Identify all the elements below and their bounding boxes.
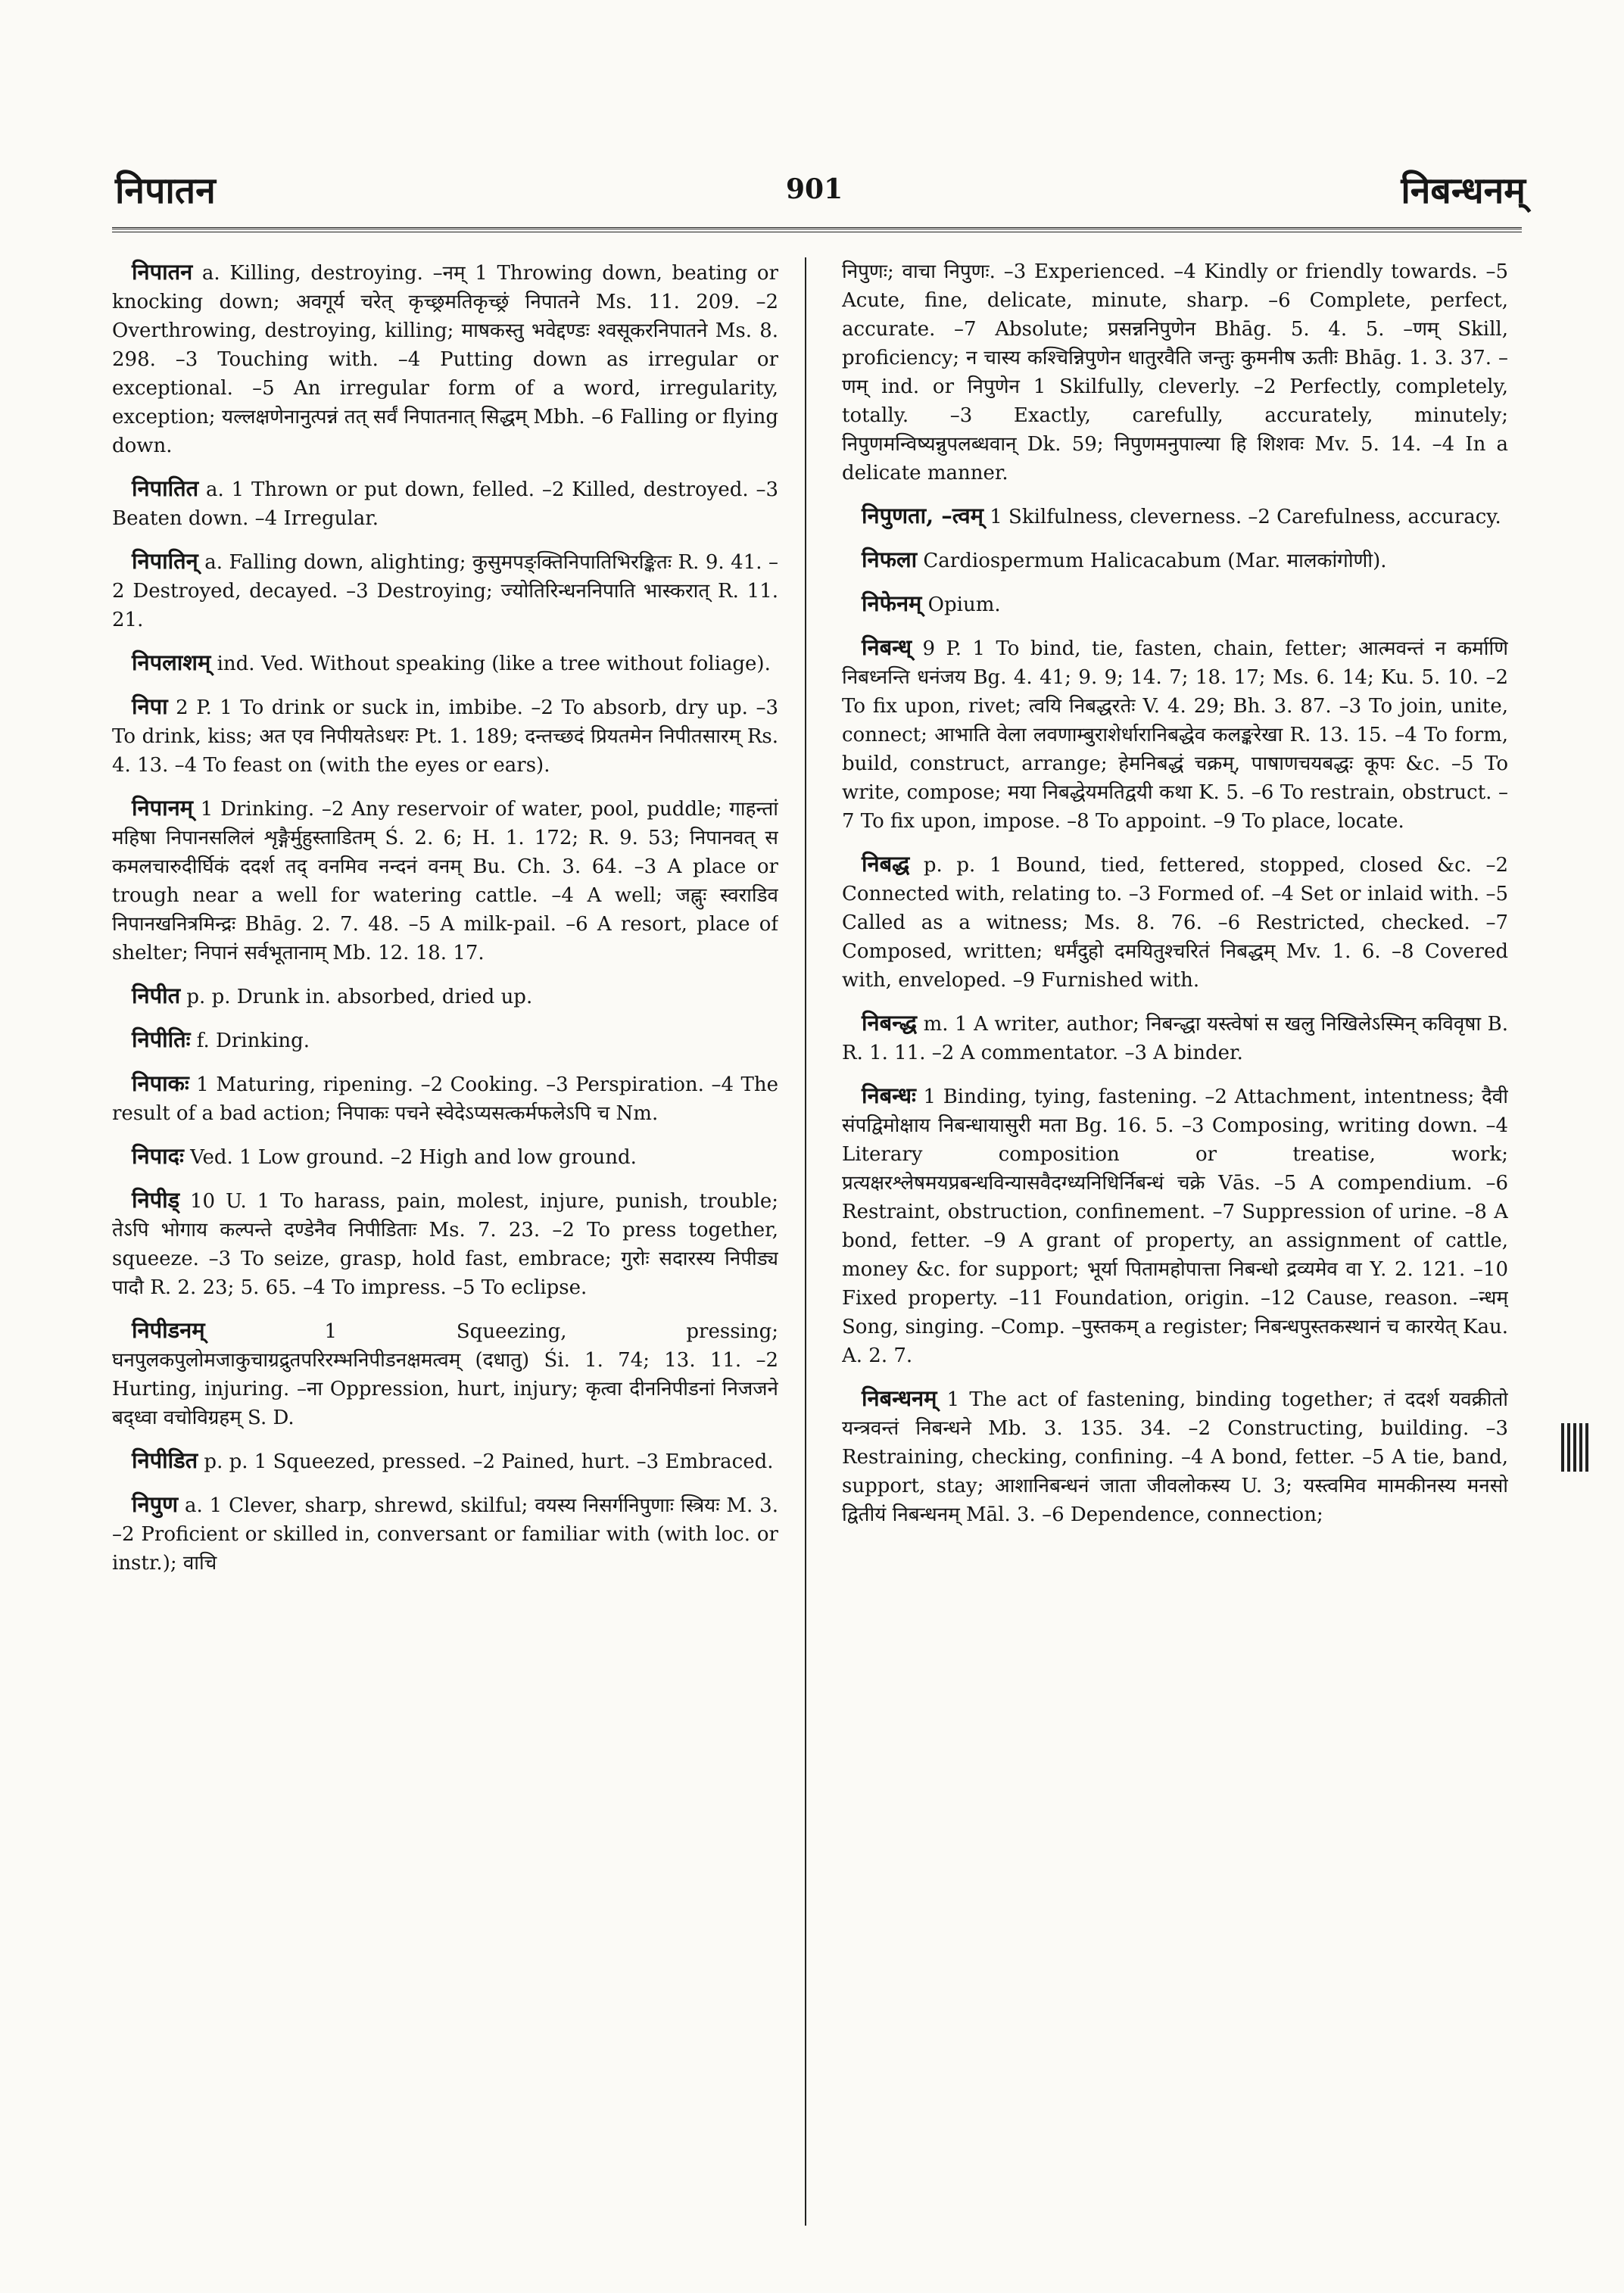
dictionary-entry xyxy=(112,692,778,780)
entry-headword: निफेनम् xyxy=(862,590,922,616)
entry-text: p. p. 1 Bound, tied, fettered, stopped, closed &c. –2 Connected with, relating to. –3 Formed of. –4 Set or inlaid with. –5 Called as a witness; Ms. 8. 76. –6 Restricted, checked. –7 Composed, written; धर्मंदुहो दमयितुश्चरितं निबद्धम् Mv. 1. 6. –8 Covered with, enveloped. –9 Furnished with. xyxy=(842,854,1508,992)
entry-headword: निपातन xyxy=(132,259,193,285)
dictionary-entry xyxy=(842,257,1508,488)
entry-headword: निबन्ध् xyxy=(862,634,912,660)
entry-text: f. Drinking. xyxy=(196,1030,310,1052)
column-divider xyxy=(805,257,806,2226)
dictionary-entry xyxy=(842,589,1508,619)
entry-text: 2 P. 1 To drink or suck in, imbibe. –2 To absorb, dry up. –3 To drink, kiss; अत एव निपीयतेऽधरः Pt. 1. 189; दन्तच्छदं प्रियतमेन निपीतसारम् Rs. 4. 13. –4 To feast on (with the eyes or ears). xyxy=(112,696,778,777)
entry-text: p. p. 1 Squeezed, pressed. –2 Pained, hurt. –3 Embraced. xyxy=(204,1450,774,1473)
entry-text: m. 1 A writer, author; निबन्द्धा यस्त्वेषां स खलु निखिलेऽस्मिन् कविवृषा B. R. 1. 11. –2 A commentator. –3 A binder. xyxy=(842,1013,1508,1064)
thumb-index-marker xyxy=(1561,1423,1588,1472)
header-rule xyxy=(112,227,1522,232)
page-number: 901 xyxy=(786,173,843,205)
entry-headword: निपुणता, –त्वम् xyxy=(862,503,983,528)
entry-text: ind. Ved. Without speaking (like a tree without foliage). xyxy=(217,653,771,675)
dictionary-entry xyxy=(112,1069,778,1128)
dictionary-entry xyxy=(842,1081,1508,1370)
entry-text: Opium. xyxy=(927,594,1001,616)
entry-text: a. Falling down, alighting; कुसुमपङ्क्तिनिपातिभिरङ्कितः R. 9. 41. –2 Destroyed, decayed. –3 Destroying; ज्योतिरिन्धननिपाति भास्करात् R. 11. 21. xyxy=(112,551,778,631)
entry-text: 1 Maturing, ripening. –2 Cooking. –3 Perspiration. –4 The result of a bad action; निपाकः पचने स्वेदेऽप्यसत्कर्मफलेऽपि च Nm. xyxy=(112,1073,778,1125)
entry-text: निपुणः; वाचा निपुणः. –3 Experienced. –4 Kindly or friendly towards. –5 Acute, fine, delicate, minute, sharp. –6 Complete, perfect, accurate. –7 Absolute; प्रसन्ननिपुणेन Bhāg. 5. 4. 5. –णम् Skill, proficiency; न चास्य कश्चिन्निपुणेन धातुरवैति जन्तुः कुमनीष ऊतीः Bhāg. 1. 3. 37. –णम् ind. or निपुणेन 1 Skilfully, cleverly. –2 Perfectly, completely, totally. –3 Exactly, carefully, accurately, minutely; निपुणमन्विष्यन्नुपलब्धवान् Dk. 59; निपुणमनुपाल्या हि शिशवः Mv. 5. 14. –4 In a delicate manner. xyxy=(842,260,1508,484)
dictionary-entry xyxy=(842,633,1508,836)
running-head-right: निबन्धनम् xyxy=(1401,170,1526,212)
entry-text: Cardiospermum Halicacabum (Mar. मालकांगोणी). xyxy=(923,550,1387,572)
entry-text: 9 P. 1 To bind, tie, fasten, chain, fetter; आत्मवन्तं न कर्माणि निबध्नन्ति धनंजय Bg. 4. 41; 9. 9; 14. 7; 18. 17; Ms. 6. 14; Ku. 5. 10. –2 To fix upon, rivet; त्वयि निबद्धरतेः V. 4. 29; Bh. 3. 87. –3 To join, unite, connect; आभाति वेला लवणाम्बुराशेर्धारानिबद्धेव कलङ्करेखा R. 13. 15. –4 To form, build, construct, arrange; हेमनिबद्धं चक्रम्, पाषाणचयबद्धः कूपः &c. –5 To write, compose; मया निबद्धेयमतिद्वयी कथा K. 5. –6 To restrain, obstruct. –7 To fix upon, impose. –8 To appoint. –9 To place, locate. xyxy=(842,637,1508,833)
entry-text: 1 Squeezing, pressing; घनपुलकपुलोमजाकुचाग्रद्रुतपरिरम्भनिपीडनक्षमत्वम् (दधातु) Śi. 1. 74; 13. 11. –2 Hurting, injuring. –ना Oppression, hurt, injury; कृत्वा दीननिपीडनां निजजने बद्ध्वा वचोविग्रहम् S. D. xyxy=(112,1320,778,1429)
dictionary-entry xyxy=(112,257,778,460)
dictionary-entry xyxy=(112,547,778,634)
entry-headword: निपीड् xyxy=(132,1187,180,1213)
entry-text: 1 The act of fastening, binding together; तं ददर्श यवक्रीतो यन्त्रवन्तं निबन्धने Mb. 3. 135. 34. –2 Constructing, building. –3 Restraining, checking, confining. –4 A bond, fetter. –5 A tie, band, support, stay; आशानिबन्धनं जाता जीवलोकस्य U. 3; यस्त्वमिव मामकीनस्य मनसो द्वितीयं निबन्धनम् Māl. 3. –6 Dependence, connection; xyxy=(842,1388,1508,1526)
dictionary-entry xyxy=(112,474,778,533)
entry-text: p. p. Drunk in. absorbed, dried up. xyxy=(186,986,533,1008)
right-column xyxy=(842,257,1508,2226)
dictionary-entry xyxy=(112,1490,778,1578)
entry-headword: निपातित xyxy=(132,475,199,501)
dictionary-entry xyxy=(842,501,1508,531)
entry-headword: निफला xyxy=(862,547,918,572)
dictionary-entry xyxy=(112,648,778,678)
dictionary-entry xyxy=(112,1446,778,1476)
dictionary-entry xyxy=(842,1384,1508,1529)
entry-headword: निपीडित xyxy=(132,1447,198,1473)
entry-text: a. Killing, destroying. –नम् 1 Throwing down, beating or knocking down; अवगूर्य चरेत् कृच्छ्रमतिकृच्छ्रं निपातने Ms. 11. 209. –2 Overthrowing, destroying, killing; माषकस्तु भवेद्दण्डः श्वसूकरनिपातने Ms. 8. 298. –3 Touching with. –4 Putting down as irregular or exceptional. –5 An irregular form of a word, irregularity, exception; यल्लक्षणेनानुत्पन्नं तत् सर्वं निपातनात् सिद्धम् Mbh. –6 Falling or flying down. xyxy=(112,262,778,457)
dictionary-entry xyxy=(842,1008,1508,1067)
entry-headword: निपा xyxy=(132,693,168,719)
dictionary-entry xyxy=(112,793,778,967)
entry-headword: निपानम् xyxy=(132,795,194,821)
entry-headword: निपीतिः xyxy=(132,1027,191,1052)
entry-headword: निबद्ध xyxy=(862,851,910,877)
entry-headword: निपादः xyxy=(132,1143,184,1169)
entry-headword: निपलाशम् xyxy=(132,650,211,675)
entry-headword: निबन्द्ध xyxy=(862,1010,918,1036)
dictionary-entry xyxy=(112,1185,778,1302)
entry-headword: निबन्धनम् xyxy=(862,1385,937,1411)
dictionary-entry xyxy=(112,1316,778,1432)
dictionary-entry xyxy=(842,545,1508,575)
entry-text: 1 Drinking. –2 Any reservoir of water, pool, puddle; गाहन्तां महिषा निपानसलिलं शृङ्गैर्मुहुस्ताडितम् Ś. 2. 6; H. 1. 172; R. 9. 53; निपानवत् स कमलचारुदीर्घिकं ददर्श तद् वनमिव नन्दनं वनम् Bu. Ch. 3. 64. –3 A place or trough near a well for watering cattle. –4 A well; जह्नुः स्वराडिव निपानखनित्रमिन्द्रः Bhāg. 2. 7. 48. –5 A milk-pail. –6 A resort, place of shelter; निपानं सर्वभूतानाम् Mb. 12. 18. 17. xyxy=(112,798,778,964)
entry-text: Ved. 1 Low ground. –2 High and low ground. xyxy=(190,1146,637,1169)
dictionary-entry xyxy=(112,1142,778,1172)
entry-headword: निपातिन् xyxy=(132,548,198,574)
dictionary-entry xyxy=(112,981,778,1011)
entry-text: 1 Binding, tying, fastening. –2 Attachment, intentness; दैवी संपद्विमोक्षाय निबन्धायासुरी मता Bg. 16. 5. –3 Composing, writing down. –4 Literary composition or treatise, work; प्रत्यक्षरश्लेषमयप्रबन्धविन्यासवैदग्ध्यनिधिर्निबन्धं चक्रे Vās. –5 A compendium. –6 Restraint, obstruction, confinement. –7 Suppression of urine. –8 A bond, fetter. –9 A grant of property, an assignment of cattle, money &c. for support; भूर्या पितामहोपात्ता निबन्धो द्रव्यमेव वा Y. 2. 121. –10 Fixed property. –11 Foundation, origin. –12 Cause, reason. –न्धम् Song, singing. –Comp. –पुस्तकम् a register; निबन्धपुस्तकस्थानं च कारयेत् Kau. A. 2. 7. xyxy=(842,1086,1508,1367)
dictionary-entry xyxy=(112,1025,778,1055)
entry-headword: निपुण xyxy=(132,1491,179,1517)
dictionary-entry xyxy=(842,849,1508,995)
entry-headword: निपीडनम् xyxy=(132,1317,205,1343)
entry-headword: निपीत xyxy=(132,983,181,1008)
entry-text: a. 1 Thrown or put down, felled. –2 Killed, destroyed. –3 Beaten down. –4 Irregular. xyxy=(112,478,778,530)
left-column xyxy=(112,257,778,2226)
entry-text: 1 Skilfulness, cleverness. –2 Carefulness, accuracy. xyxy=(990,506,1501,528)
entry-headword: निबन्धः xyxy=(862,1083,916,1108)
running-head-left: निपातन xyxy=(115,170,216,212)
entry-headword: निपाकः xyxy=(132,1070,189,1096)
entry-text: 10 U. 1 To harass, pain, molest, injure, punish, trouble; तेऽपि भोगाय कल्पन्ते दण्डेनैव निपीडिताः Ms. 7. 23. –2 To press together, squeeze. –3 To seize, grasp, hold fast, embrace; गुरोः सदारस्य निपीड्य पादौ R. 2. 23; 5. 65. –4 To impress. –5 To eclipse. xyxy=(112,1190,778,1299)
entry-text: a. 1 Clever, sharp, shrewd, skilful; वयस्य निसर्गनिपुणाः स्त्रियः M. 3. –2 Proficient or skilled in, conversant or familiar with (with loc. or instr.); वाचि xyxy=(112,1494,778,1575)
